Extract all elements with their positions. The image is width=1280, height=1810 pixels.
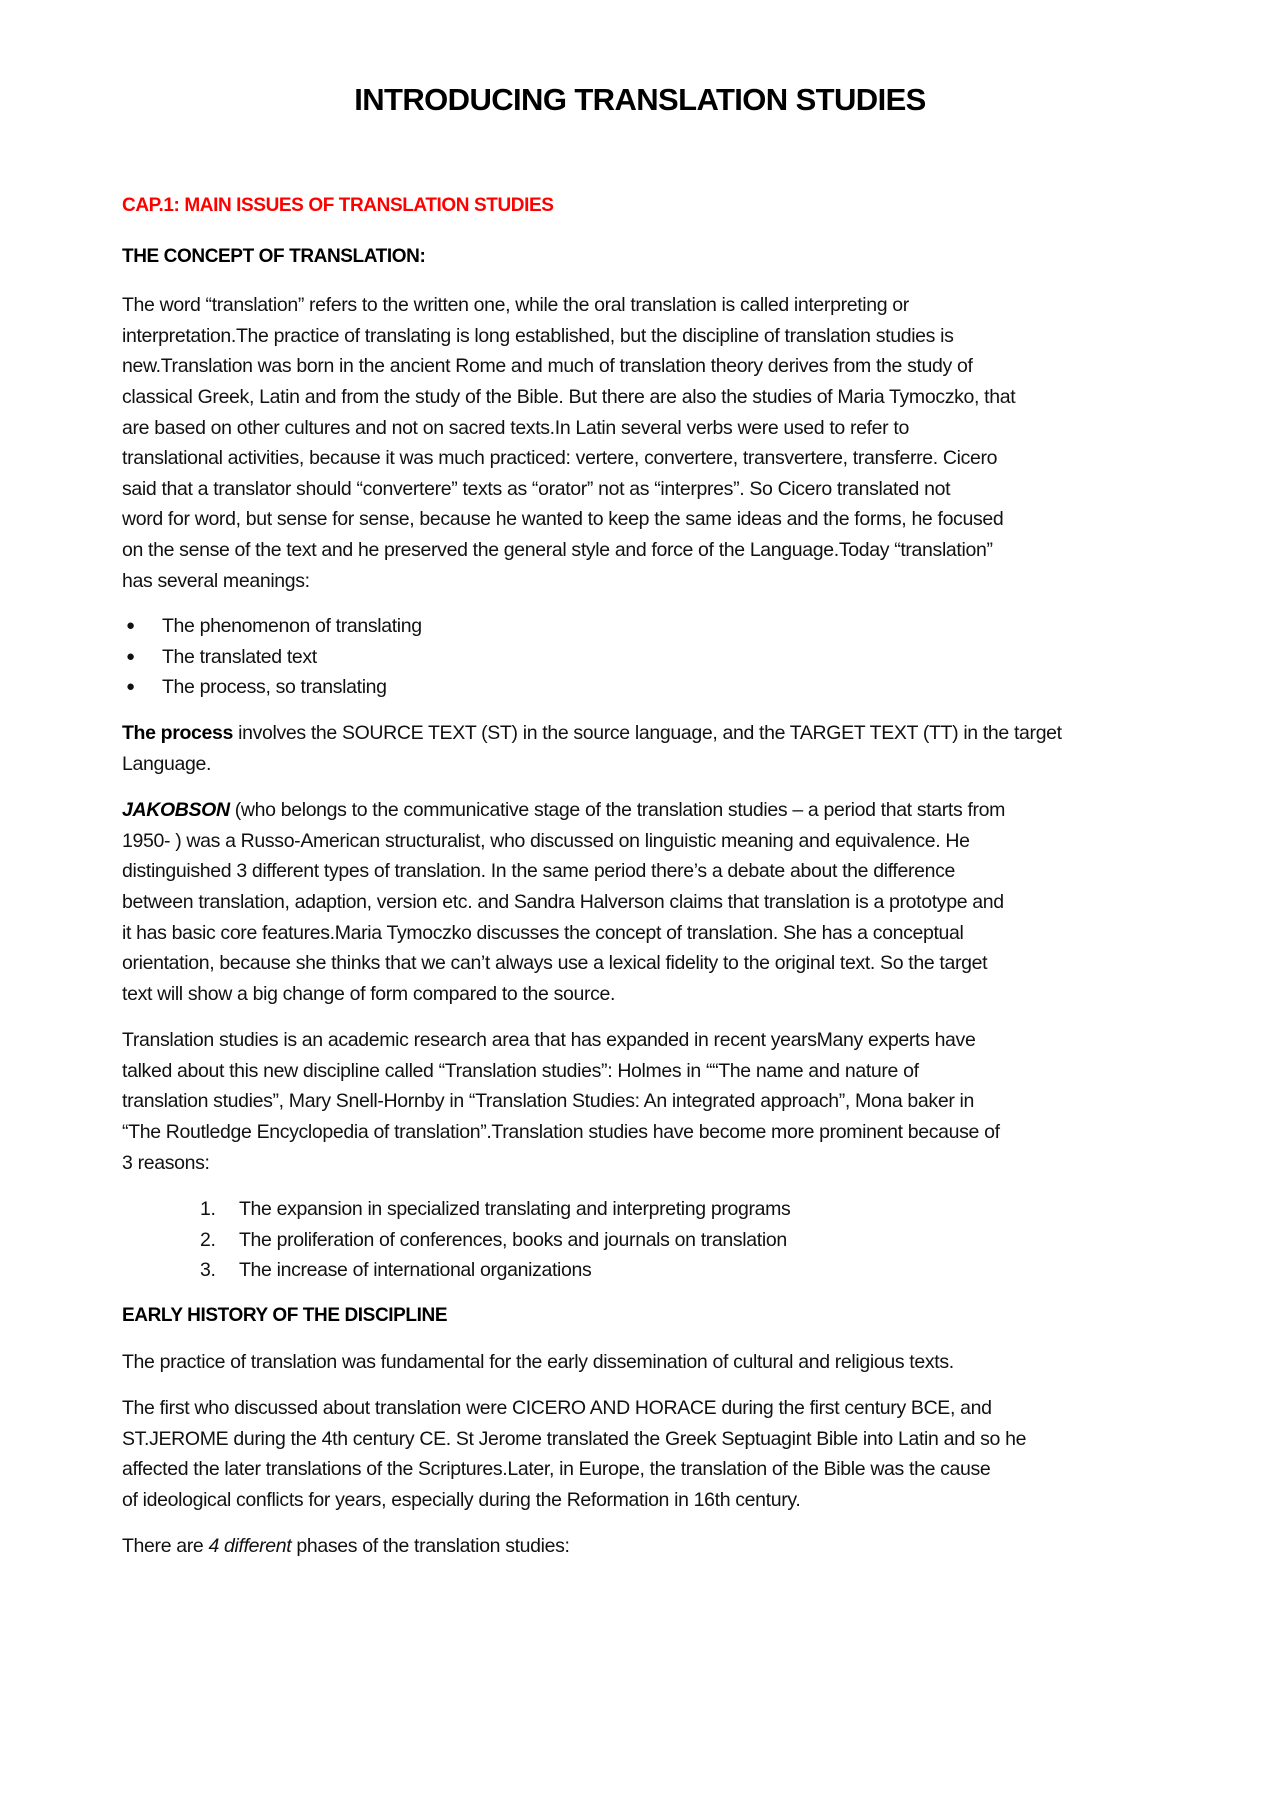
paragraph-process xyxy=(122,718,1182,779)
text-line: text will show a big change of form compared to the source. xyxy=(122,982,616,1005)
bullet-icon: ● xyxy=(126,647,135,665)
bold-term: The process xyxy=(122,722,234,744)
chapter-heading: CAP.1: MAIN ISSUES OF TRANSLATION STUDIES xyxy=(122,195,554,216)
text-line: said that a translator should “convertere” texts as “orator” not as “interpres”. So Cicero translated not xyxy=(122,477,951,500)
text-line: The practice of translation was fundamental for the early dissemination of cultural and religious texts. xyxy=(122,1351,954,1373)
text-line xyxy=(122,795,1182,826)
text-line: of ideological conflicts for years, especially during the Reformation in 16th century. xyxy=(122,1488,801,1511)
text-run: There are xyxy=(122,1535,209,1557)
bullet-text: The translated text xyxy=(162,645,317,668)
section-heading-concept: THE CONCEPT OF TRANSLATION: xyxy=(122,246,426,267)
text-run: (who belongs to the communicative stage of the translation studies – a period that starts from xyxy=(229,799,1006,821)
paragraph-jakobson xyxy=(122,795,1182,1009)
text-run: involves the SOURCE TEXT (ST) in the source language, and the TARGET TEXT (TT) in the target xyxy=(233,722,1062,744)
paragraph-practice xyxy=(122,1347,1182,1378)
text-line: translational activities, because it was much practiced: vertere, convertere, transvertere, transferre. Cicero xyxy=(122,447,998,470)
text-line: new.Translation was born in the ancient Rome and much of translation theory derives from the study of xyxy=(122,355,973,378)
text-line: affected the later translations of the Scriptures.Later, in Europe, the translation of the Bible was the cause xyxy=(122,1458,991,1481)
bullet-icon: ● xyxy=(126,617,135,634)
text-line: 1950- ) was a Russo-American structuralist, who discussed on linguistic meaning and equivalence. He xyxy=(122,829,970,852)
text-line: translation studies”, Mary Snell-Hornby in “Translation Studies: An integrated approach”, Mona baker in xyxy=(122,1090,975,1113)
text-line: it has basic core features.Maria Tymoczko discusses the concept of translation. She has a conceptual xyxy=(122,921,964,944)
text-line: are based on other cultures and not on sacred texts.In Latin several verbs were used to refer to xyxy=(122,416,909,439)
text-line: interpretation.The practice of translating is long established, but the discipline of translation studies is xyxy=(122,324,954,347)
document-title: INTRODUCING TRANSLATION STUDIES xyxy=(354,82,926,117)
text-line: “The Routledge Encyclopedia of translation”.Translation studies have become more prominent because of xyxy=(122,1120,1000,1143)
text-line: on the sense of the text and he preserved the general style and force of the Language.Today “translation” xyxy=(122,539,993,562)
text-line: word for word, but sense for sense, because he wanted to keep the same ideas and the forms, he focused xyxy=(122,508,1004,531)
paragraph-translation-studies xyxy=(122,1025,1182,1178)
bullet-text: The phenomenon of translating xyxy=(162,615,422,637)
item-number: 3. xyxy=(200,1259,216,1281)
text-line: has several meanings: xyxy=(122,569,310,592)
bullet-icon: ● xyxy=(126,678,135,696)
bullet-text: The process, so translating xyxy=(162,676,387,699)
text-line: Language. xyxy=(122,752,212,775)
item-text: The proliferation of conferences, books and journals on translation xyxy=(239,1228,787,1251)
bold-italic-term: JAKOBSON xyxy=(122,799,230,821)
text-line: Translation studies is an academic research area that has expanded in recent yearsMany experts have xyxy=(122,1029,976,1051)
text-line: talked about this new discipline called “Translation studies”: Holmes in ““The name and nature of xyxy=(122,1059,919,1082)
item-text: The increase of international organizations xyxy=(239,1259,592,1281)
text-line: classical Greek, Latin and from the study of the Bible. But there are also the studies of Maria Tymoczko, that xyxy=(122,385,1016,408)
item-number: 2. xyxy=(200,1228,216,1251)
item-number: 1. xyxy=(200,1198,216,1220)
item-text: The expansion in specialized translating and interpreting programs xyxy=(239,1198,791,1220)
text-line: distinguished 3 different types of translation. In the same period there’s a debate about the difference xyxy=(122,860,956,883)
text-line: ST.JEROME during the 4th century CE. St Jerome translated the Greek Septuagint Bible into Latin and so he xyxy=(122,1427,1027,1450)
text-line: 3 reasons: xyxy=(122,1151,210,1174)
paragraph-first-discussions xyxy=(122,1393,1182,1516)
text-line xyxy=(122,1531,1182,1562)
italic-term: 4 different xyxy=(208,1535,292,1557)
paragraph-phases xyxy=(122,1531,1182,1562)
text-line: The first who discussed about translation were CICERO AND HORACE during the first century BCE, and xyxy=(122,1397,992,1419)
text-line: orientation, because she thinks that we can’t always use a lexical fidelity to the original text. So the target xyxy=(122,952,988,975)
text-run: phases of the translation studies: xyxy=(291,1535,570,1557)
text-line: The word “translation” refers to the written one, while the oral translation is called interpreting or xyxy=(122,294,909,316)
text-line xyxy=(122,718,1182,749)
text-line: between translation, adaption, version etc. and Sandra Halverson claims that translation is a prototype and xyxy=(122,890,1004,913)
paragraph-concept xyxy=(122,290,1182,596)
section-heading-early-history: EARLY HISTORY OF THE DISCIPLINE xyxy=(122,1305,448,1326)
